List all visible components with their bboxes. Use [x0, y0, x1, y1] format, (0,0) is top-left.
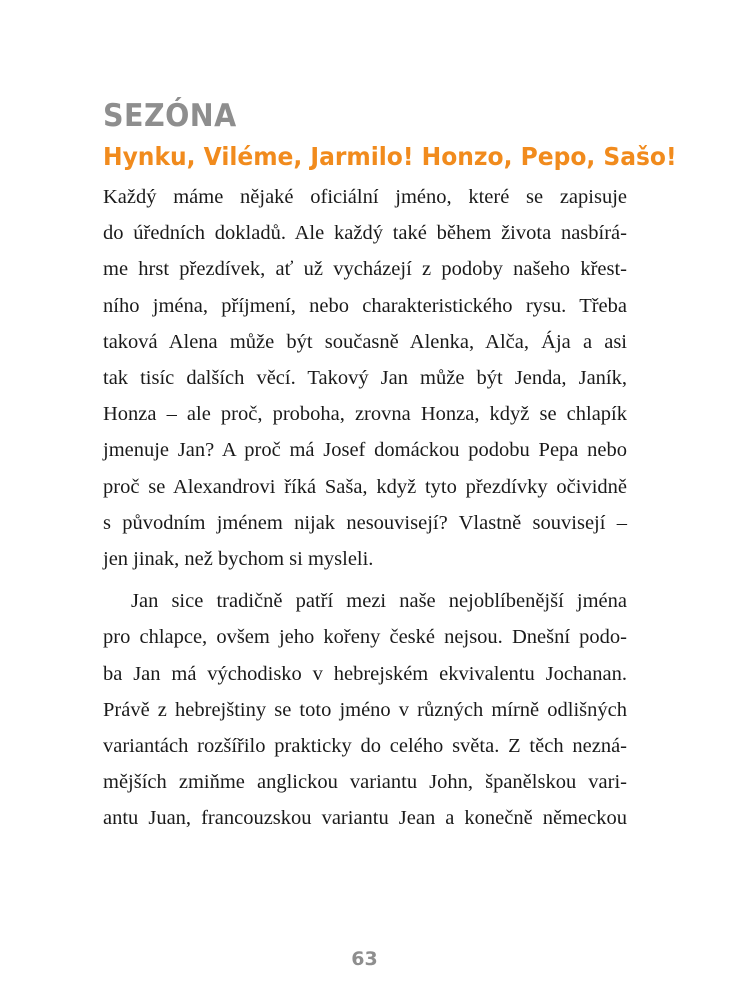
- text-line: pro chlapce, ovšem jeho kořeny české nejsou. Dnešní podo-: [103, 626, 627, 649]
- text-line: ba Jan má východisko v hebrejském ekvivalentu Jochanan.: [103, 662, 627, 685]
- text-line: ního jména, příjmení, nebo charakteristického rysu. Třeba: [103, 294, 627, 317]
- text-line: do úředních dokladů. Ale každý také během života nasbírá-: [103, 222, 627, 245]
- text-line: me hrst přezdívek, ať už vycházejí z podoby našeho křest-: [103, 258, 627, 281]
- text-line: mějších zmiňme anglickou variantu John, španělskou vari-: [103, 771, 627, 794]
- paragraph-2: [103, 583, 627, 836]
- section-label: SEZÓNA: [103, 98, 237, 134]
- text-line: tak tisíc dalších věcí. Takový Jan může být Jenda, Janík,: [103, 367, 627, 390]
- text-line: antu Juan, francouzskou variantu Jean a konečně německou: [103, 807, 627, 830]
- body-text: [103, 179, 627, 837]
- text-line: Jan sice tradičně patří mezi naše nejoblíbenější jména: [131, 590, 627, 613]
- text-line: variantách rozšířilo prakticky do celého světa. Z těch nezná-: [103, 735, 627, 758]
- text-line: Právě z hebrejštiny se toto jméno v různých mírně odlišných: [103, 698, 627, 721]
- text-line: taková Alena může být současně Alenka, Alča, Ája a asi: [103, 330, 627, 353]
- text-line: Každý máme nějaké oficiální jméno, které se zapisuje: [103, 186, 627, 208]
- text-line: proč se Alexandrovi říká Saša, když tyto přezdívky očividně: [103, 475, 627, 498]
- text-line: Honza – ale proč, proboha, zrovna Honza, když se chlapík: [103, 403, 627, 426]
- text-line: s původním jménem nijak nesouvisejí? Vlastně souvisejí –: [103, 511, 627, 534]
- text-line: jmenuje Jan? A proč má Josef domáckou podobu Pepa nebo: [103, 439, 627, 462]
- text-line: jen jinak, než bychom si mysleli.: [103, 548, 374, 571]
- chapter-headline: Hynku, Viléme, Jarmilo! Honzo, Pepo, Sašo!: [103, 142, 677, 171]
- paragraph-1: [103, 179, 627, 577]
- page-number: 63: [351, 948, 378, 970]
